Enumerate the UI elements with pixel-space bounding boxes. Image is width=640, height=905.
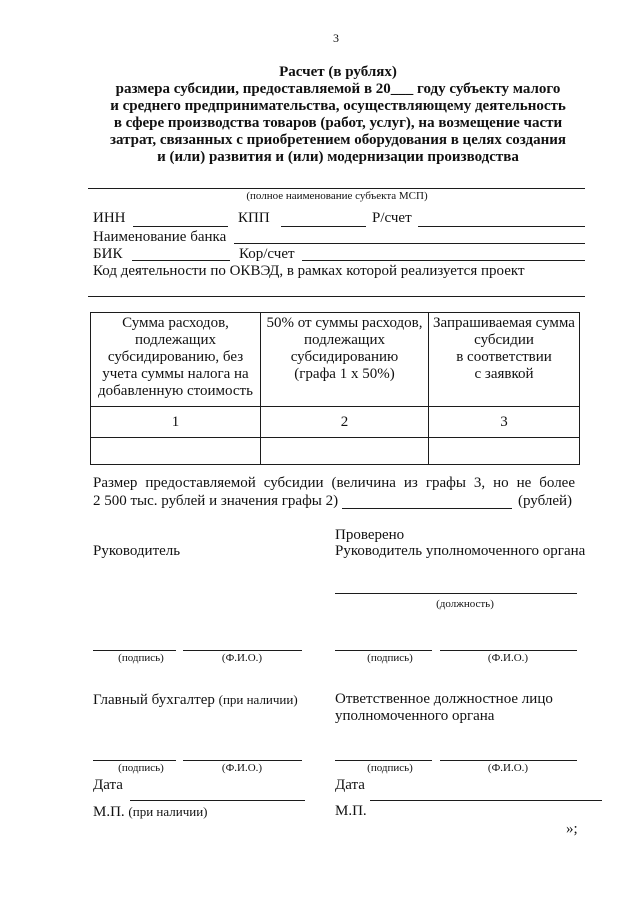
applicant-head-name-line <box>183 650 302 651</box>
subsidy-amount-line2: 2 500 тыс. рублей и значения графы 2) <box>93 493 339 509</box>
chief-accountant-label <box>93 691 298 709</box>
signature-caption: (подпись) <box>367 762 413 774</box>
kpp-field-line <box>281 226 366 227</box>
table-header-row <box>91 313 580 407</box>
okved-field-line <box>88 296 585 297</box>
signature-caption: (подпись) <box>118 652 164 664</box>
heading-line: размера субсидии, предоставляемой в 20___ году субъекту малого <box>115 81 561 97</box>
responsible-official-label-line1: Ответственное должностное лицо <box>335 691 553 707</box>
page-number: 3 <box>333 31 339 45</box>
correspondent-account-label: Кор/счет <box>239 246 295 262</box>
table-value-cell <box>91 438 261 465</box>
name-caption: (Ф.И.О.) <box>487 762 529 774</box>
bank-name-field-line <box>234 243 585 244</box>
heading-line: затрат, связанных с приобретением оборудования в целях создания <box>109 132 567 148</box>
column-number-cell: 2 <box>261 407 429 438</box>
calculation-table <box>90 312 580 465</box>
position-caption: (должность) <box>436 598 494 610</box>
authority-position-line <box>335 593 577 594</box>
subsidy-amount-field-line <box>342 508 512 509</box>
kpp-label: КПП <box>238 210 270 226</box>
bik-label: БИК <box>93 246 123 262</box>
chief-accountant-signature-line <box>93 760 176 761</box>
table-value-row <box>91 438 580 465</box>
table-header-cell: Запрашиваемая сумма субсидии в соответствии с заявкой <box>429 313 580 407</box>
closing-quote-mark: »; <box>566 821 578 837</box>
table-column-number-row <box>91 407 580 438</box>
official-signature-line <box>335 760 432 761</box>
applicant-head-label: Руководитель <box>93 543 181 559</box>
chief-accountant-note: (при наличии) <box>218 692 298 707</box>
authority-head-label: Руководитель уполномоченного органа <box>335 543 586 559</box>
column-number-cell: 3 <box>429 407 580 438</box>
subsidy-amount-unit: (рублей) <box>518 493 573 509</box>
heading-line: и среднего предпринимательства, осуществляющему деятельность <box>110 98 566 114</box>
verified-label: Проверено <box>335 527 405 543</box>
authority-stamp-label: М.П. <box>335 803 367 819</box>
column-number-cell: 1 <box>91 407 261 438</box>
inn-label: ИНН <box>93 210 126 226</box>
chief-accountant-label-text: Главный бухгалтер <box>93 692 215 708</box>
applicant-stamp-label <box>93 803 207 821</box>
inn-field-line <box>133 226 228 227</box>
settlement-account-field-line <box>418 226 585 227</box>
bank-name-label: Наименование банка <box>93 229 227 245</box>
signature-caption: (подпись) <box>118 762 164 774</box>
applicant-name-caption: (полное наименование субъекта МСП) <box>246 190 428 202</box>
authority-head-name-line <box>440 650 577 651</box>
name-caption: (Ф.И.О.) <box>221 652 263 664</box>
correspondent-account-field-line <box>302 260 585 261</box>
responsible-official-label-line2: уполномоченного органа <box>335 708 495 724</box>
authority-head-signature-line <box>335 650 432 651</box>
heading-title: Расчет (в рублях) <box>279 64 397 80</box>
applicant-head-signature-line <box>93 650 176 651</box>
heading-line: и (или) развития и (или) модернизации производства <box>157 149 519 165</box>
signature-caption: (подпись) <box>367 652 413 664</box>
name-caption: (Ф.И.О.) <box>487 652 529 664</box>
table-header-cell: Сумма расходов, подлежащих субсидированию, без учета суммы налога на добавленную стоимость <box>91 313 261 407</box>
applicant-stamp-label-text: М.П. <box>93 804 125 820</box>
authority-date-line <box>370 800 602 801</box>
official-name-line <box>440 760 577 761</box>
settlement-account-label: Р/счет <box>372 210 412 226</box>
table-value-cell <box>261 438 429 465</box>
subsidy-amount-line1: Размер предоставляемой субсидии (величина из графы 3, но не более <box>93 475 575 491</box>
table-header-cell: 50% от суммы расходов, подлежащих субсидированию (графа 1 х 50%) <box>261 313 429 407</box>
applicant-date-label: Дата <box>93 777 123 793</box>
applicant-date-line <box>130 800 305 801</box>
document-heading <box>60 64 616 166</box>
table-value-cell <box>429 438 580 465</box>
name-caption: (Ф.И.О.) <box>221 762 263 774</box>
applicant-stamp-note: (при наличии) <box>128 804 208 819</box>
applicant-name-line <box>88 188 585 189</box>
bik-field-line <box>132 260 230 261</box>
heading-line: в сфере производства товаров (работ, услуг), на возмещение части <box>113 115 563 131</box>
okved-label: Код деятельности по ОКВЭД, в рамках которой реализуется проект <box>93 263 525 279</box>
authority-date-label: Дата <box>335 777 365 793</box>
chief-accountant-name-line <box>183 760 302 761</box>
